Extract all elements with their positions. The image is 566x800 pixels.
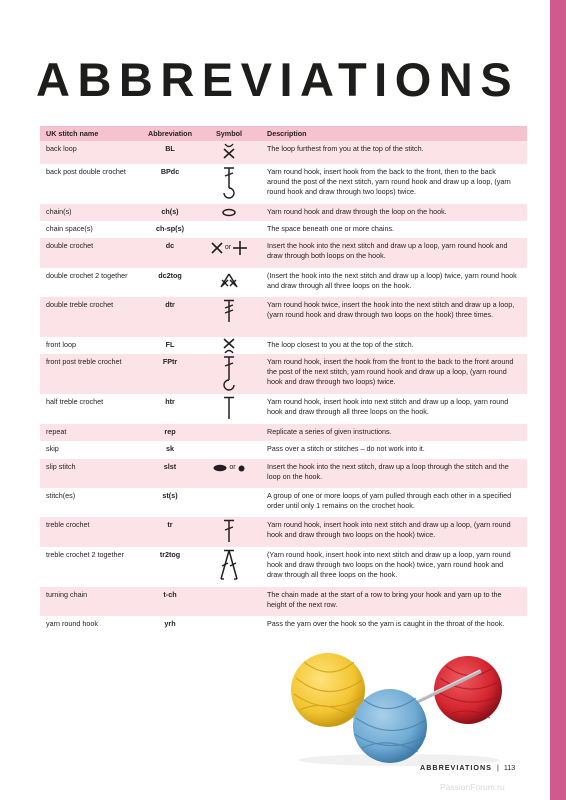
table-row bbox=[40, 204, 527, 221]
stitch-description: Insert the hook into the next stitch and draw up a loop, yarn round hook and draw through both loops on the hook. bbox=[267, 241, 508, 260]
stitch-name: slip stitch bbox=[46, 462, 76, 471]
table-row bbox=[40, 517, 527, 547]
stitch-description: Pass the yarn over the hook so the yarn is caught in the throat of the hook. bbox=[267, 619, 505, 628]
front-post-treble-symbol-icon bbox=[222, 355, 236, 392]
stitch-description: Insert the hook into the next stitch, draw up a loop through the stitch and the loop on the hook. bbox=[267, 462, 509, 481]
stitch-name: treble crochet 2 together bbox=[46, 550, 124, 559]
stitch-name: turning chain bbox=[46, 590, 88, 599]
stitch-description: The chain made at the start of a row to bring your hook and yarn up to the height of the next row. bbox=[267, 590, 502, 609]
stitch-description: Yarn round hook, insert hook into next stitch and draw up a loop, yarn round hook and draw through all three loops on the hook. bbox=[267, 397, 509, 416]
stitch-name: skip bbox=[46, 444, 59, 453]
tr2tog-symbol-icon bbox=[219, 549, 239, 581]
stitch-description: The loop closest to you at the top of the stitch. bbox=[267, 340, 414, 349]
stitch-description: (Yarn round hook, insert hook into next stitch and draw up a loop, yarn round hook and draw through two loops on the hook) twice, yarn round hook and draw through all three loops on the hook. bbox=[267, 550, 511, 579]
table-row bbox=[40, 297, 527, 337]
table-row bbox=[40, 488, 527, 517]
header-description: Description bbox=[267, 128, 307, 138]
back-post-double-crochet-symbol-icon bbox=[222, 166, 236, 200]
stitch-name: double crochet 2 together bbox=[46, 271, 128, 280]
stitch-abbreviation: t-ch bbox=[163, 590, 177, 599]
stitch-name: treble crochet bbox=[46, 520, 90, 529]
stitch-abbreviation: FL bbox=[165, 340, 175, 349]
stitch-description: The loop furthest from you at the top of the stitch. bbox=[267, 144, 424, 153]
table-row bbox=[40, 424, 527, 441]
table-row bbox=[40, 221, 527, 238]
table-row bbox=[40, 394, 527, 424]
double-treble-symbol-icon bbox=[223, 299, 235, 323]
stitch-name: chain space(s) bbox=[46, 224, 93, 233]
stitch-description: The space beneath one or more chains. bbox=[267, 224, 395, 233]
stitch-abbreviation: dtr bbox=[165, 300, 175, 309]
stitch-description: Replicate a series of given instructions. bbox=[267, 427, 392, 436]
stitch-name: back loop bbox=[46, 144, 77, 153]
stitch-name: front loop bbox=[46, 340, 76, 349]
header-name: UK stitch name bbox=[46, 128, 99, 138]
stitch-description: Yarn round hook, insert the hook from the front to the back to the front around the post of the next stitch, yarn round hook and draw up a loop, (yarn round hook and draw through two loops) twice. bbox=[267, 357, 514, 386]
table-row bbox=[40, 164, 527, 204]
dc2tog-symbol-icon bbox=[219, 271, 239, 289]
symbol-or-text: or bbox=[224, 244, 232, 251]
treble-symbol-icon bbox=[223, 519, 235, 543]
table-row bbox=[40, 459, 527, 488]
stitch-abbreviation: dc2tog bbox=[158, 271, 182, 280]
stitch-abbreviation: tr bbox=[167, 520, 173, 529]
stitch-description: Yarn round hook, insert hook into next stitch and draw up a loop, (yarn round hook and draw through two loops on the hook) twice. bbox=[267, 520, 511, 539]
stitch-name: double crochet bbox=[46, 241, 94, 250]
stitch-name: back post double crochet bbox=[46, 167, 126, 176]
accent-side-bar bbox=[550, 0, 566, 800]
stitch-name: stitch(es) bbox=[46, 491, 76, 500]
stitch-name: repeat bbox=[46, 427, 67, 436]
stitch-description: Pass over a stitch or stitches – do not work into it. bbox=[267, 444, 425, 453]
symbol-or-text: or bbox=[229, 464, 236, 471]
page-footer bbox=[420, 763, 515, 772]
footer-section-label: ABBREVIATIONS bbox=[420, 763, 492, 772]
page-title: ABBREVIATIONS bbox=[36, 53, 520, 106]
stitch-abbreviation: tr2tog bbox=[159, 550, 181, 559]
abbreviations-table bbox=[40, 126, 527, 646]
stitch-description: (Insert the hook into the next stitch and draw up a loop) twice, yarn round hook and draw through all three loops on the hook. bbox=[267, 271, 517, 290]
yellow-yarn-ball bbox=[291, 653, 365, 727]
header-symbol: Symbol bbox=[216, 128, 242, 138]
stitch-description: Yarn round hook twice, insert the hook into the next stitch and draw up a loop, (yarn round hook and draw through two loops on the hook) three times. bbox=[267, 300, 515, 319]
footer-separator: | bbox=[496, 763, 499, 772]
table-row bbox=[40, 337, 527, 354]
header-abbreviation: Abbreviation bbox=[148, 128, 192, 138]
front-loop-symbol-icon bbox=[222, 338, 236, 354]
stitch-abbreviation: yrh bbox=[164, 619, 176, 628]
watermark: PassionForum.ru bbox=[440, 782, 505, 792]
table-row bbox=[40, 616, 527, 646]
stitch-name: double treble crochet bbox=[46, 300, 114, 309]
stitch-abbreviation: htr bbox=[165, 397, 175, 406]
stitch-abbreviation: ch(s) bbox=[161, 207, 179, 216]
table-row bbox=[40, 268, 527, 297]
table-row bbox=[40, 141, 527, 164]
chain-oval-symbol-icon bbox=[221, 208, 237, 217]
stitch-abbreviation: BPdc bbox=[160, 167, 180, 176]
table-row bbox=[40, 587, 527, 616]
stitch-name: half treble crochet bbox=[46, 397, 104, 406]
back-loop-symbol-icon bbox=[222, 143, 236, 160]
stitch-abbreviation: rep bbox=[164, 427, 176, 436]
stitch-abbreviation: st(s) bbox=[162, 491, 178, 500]
stitch-abbreviation: FPtr bbox=[162, 357, 178, 366]
table-row bbox=[40, 441, 527, 459]
page-number: 113 bbox=[503, 763, 516, 772]
table-row bbox=[40, 354, 527, 394]
stitch-abbreviation: sk bbox=[166, 444, 174, 453]
stitch-name: front post treble crochet bbox=[46, 357, 122, 366]
slip-stitch-oval-icon bbox=[213, 464, 227, 472]
stitch-description: Yarn round hook and draw through the loop on the hook. bbox=[267, 207, 447, 216]
table-row bbox=[40, 238, 527, 268]
stitch-name: chain(s) bbox=[46, 207, 72, 216]
yarn-balls-photo bbox=[284, 648, 514, 766]
table-row bbox=[40, 547, 527, 587]
stitch-abbreviation: BL bbox=[165, 144, 175, 153]
stitch-name: yarn round hook bbox=[46, 619, 98, 628]
table-header-row bbox=[40, 126, 527, 141]
stitch-abbreviation: ch-sp(s) bbox=[156, 224, 184, 233]
stitch-abbreviation: slst bbox=[163, 462, 177, 471]
stitch-description: A group of one or more loops of yarn pulled through each other in a specified order until only 1 remains on the crochet hook. bbox=[267, 491, 512, 510]
half-treble-symbol-icon bbox=[223, 396, 235, 420]
double-crochet-plus-icon bbox=[233, 241, 247, 255]
stitch-description: Yarn round hook, insert hook from the back to the front, then to the back around the post of the next stitch, yarn round hook and draw up a loop, (yarn round hook and draw through two loops) twice. bbox=[267, 167, 511, 196]
stitch-abbreviation: dc bbox=[165, 241, 175, 250]
double-crochet-x-icon bbox=[211, 242, 223, 254]
slip-stitch-dot-icon bbox=[238, 465, 245, 472]
